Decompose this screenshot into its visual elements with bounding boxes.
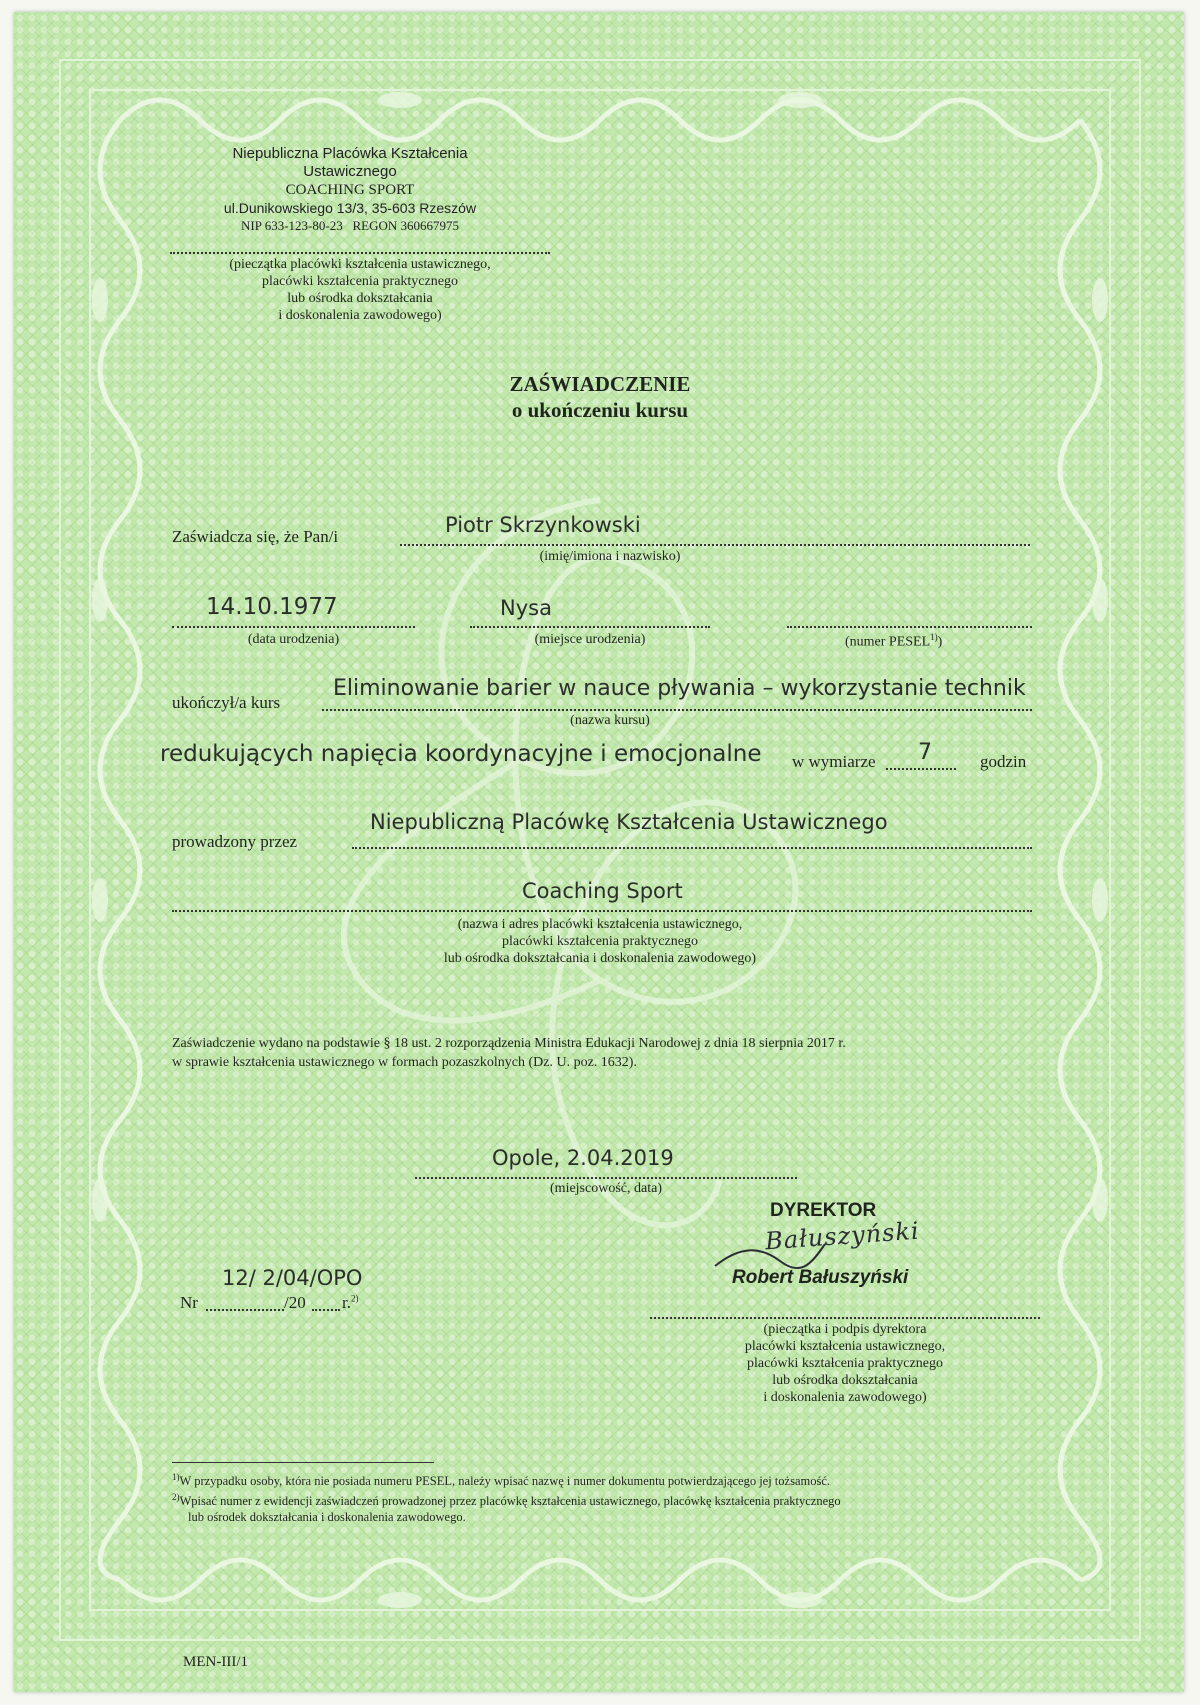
stamp-dotted-line bbox=[170, 252, 550, 254]
pesel-caption-text: (numer PESEL bbox=[845, 634, 931, 650]
birth-date-caption: (data urodzenia) bbox=[247, 632, 340, 647]
director-caption-line: lub ośrodka dokształcania bbox=[772, 1373, 918, 1388]
stamp-caption-line: i doskonalenia zawodowego) bbox=[278, 308, 442, 323]
director-title: DYREKTOR bbox=[770, 1200, 877, 1221]
hours-unit: godzin bbox=[980, 752, 1027, 771]
place-date-dotted-line bbox=[415, 1177, 797, 1179]
director-caption-line: (pieczątka i podpis dyrektora bbox=[763, 1322, 927, 1337]
birth-place-caption: (miejsce urodzenia) bbox=[534, 632, 646, 647]
stamp-address: ul.Dunikowskiego 13/3, 35-603 Rzeszów bbox=[223, 200, 477, 216]
document-title: ZAŚWIADCZENIE bbox=[509, 372, 691, 396]
organizer-dotted-line-2 bbox=[172, 910, 1032, 912]
stamp-name-line1: Niepubliczna Placówka Kształcenia bbox=[232, 145, 468, 162]
stamp-caption-line: (pieczątka placówki kształcenia ustawicznego, bbox=[229, 257, 491, 272]
director-caption-line: i doskonalenia zawodowego) bbox=[763, 1390, 927, 1405]
director-caption-line: placówki kształcenia praktycznego bbox=[747, 1356, 943, 1371]
footnote-mark: 1) bbox=[172, 1472, 180, 1482]
name-value: Piotr Skrzynkowski bbox=[445, 513, 641, 537]
organizer-caption-line: lub ośrodka dokształcania i doskonalenia zawodowego) bbox=[443, 951, 757, 966]
pesel-dotted-line bbox=[787, 626, 1032, 628]
birth-date-value: 14.10.1977 bbox=[206, 594, 338, 620]
number-year-suffix bbox=[342, 1293, 358, 1313]
stamp-caption-line: lub ośrodka dokształcania bbox=[287, 291, 433, 306]
footnote-2-cont bbox=[172, 1509, 1052, 1525]
number-year-prefix: /20 bbox=[284, 1293, 306, 1312]
stamp-name-line3: COACHING SPORT bbox=[285, 182, 415, 198]
number-year-dotted-line bbox=[312, 1309, 340, 1311]
director-dotted-line bbox=[650, 1317, 1040, 1319]
footnote-text: W przypadku osoby, która nie posiada numeru PESEL, należy wpisać nazwę i numer dokumentu potwierdzającego jej tożsamość. bbox=[179, 1474, 831, 1489]
pesel-footnote-mark: 1) bbox=[930, 632, 938, 642]
footnote-1 bbox=[172, 1469, 1052, 1489]
stamp-name-line2: Ustawicznego bbox=[303, 163, 397, 180]
name-caption: (imię/imiona i nazwisko) bbox=[539, 549, 681, 564]
form-code: MEN-III/1 bbox=[183, 1654, 248, 1670]
course-dotted-line bbox=[322, 709, 1032, 711]
footnote-mark: 2) bbox=[172, 1492, 180, 1503]
place-date-caption: (miejscowość, data) bbox=[550, 1181, 662, 1196]
stamp-ids: NIP 633-123-80-23 REGON 360667975 bbox=[241, 218, 459, 233]
organizer-value-line1: Niepubliczną Placówkę Kształcenia Ustawicznego bbox=[370, 810, 888, 834]
organizer-dotted-line bbox=[352, 847, 1032, 849]
organizer-label: prowadzony przez bbox=[172, 832, 298, 851]
stamp-caption bbox=[150, 256, 570, 324]
legal-basis-line: Zaświadczenie wydano na podstawie § 18 ust. 2 rozporządzenia Ministra Edukacji Narodowej z dnia 18 sierpnia 2017 r. bbox=[172, 1036, 846, 1051]
director-caption-line: placówki kształcenia ustawicznego, bbox=[744, 1339, 946, 1354]
director-caption bbox=[650, 1321, 1040, 1406]
course-value-line1: Eliminowanie barier w nauce pływania – wykorzystanie technik bbox=[333, 676, 1026, 701]
number-dotted-line bbox=[206, 1309, 284, 1311]
number-label: Nr bbox=[180, 1293, 198, 1312]
certifies-label: Zaświadcza się, że Pan/i bbox=[172, 527, 339, 546]
stamp-caption-line: placówki kształcenia praktycznego bbox=[262, 274, 458, 289]
organizer-value-line2: Coaching Sport bbox=[522, 879, 683, 903]
number-footnote-mark: 2) bbox=[350, 1293, 359, 1304]
legal-basis bbox=[172, 1034, 1052, 1072]
director-signature: Bałuszyński bbox=[764, 1216, 921, 1256]
footnote-text: Wpisać numer z ewidencji zaświadczeń prowadzonej przez placówkę kształcenia ustawicznego, placówkę kształcenia praktycznego bbox=[179, 1494, 841, 1509]
hours-value: 7 bbox=[918, 740, 932, 765]
birth-date-dotted-line bbox=[172, 626, 415, 628]
birth-place-dotted-line bbox=[470, 626, 710, 628]
number-year-suffix-text: r. bbox=[342, 1293, 351, 1312]
name-dotted-line bbox=[400, 544, 1030, 546]
footnote-2 bbox=[172, 1489, 1052, 1509]
organizer-caption-line: (nazwa i adres placówki kształcenia ustawicznego, bbox=[457, 917, 743, 932]
hours-dotted-line bbox=[886, 768, 956, 770]
birth-place-value: Nysa bbox=[500, 596, 552, 620]
footnotes bbox=[172, 1469, 1052, 1525]
document-subtitle: o ukończeniu kursu bbox=[511, 398, 689, 422]
footnote-separator bbox=[172, 1462, 434, 1463]
pesel-caption bbox=[845, 632, 942, 651]
completed-label: ukończył/a kurs bbox=[172, 693, 281, 712]
hours-label: w wymiarze bbox=[792, 752, 876, 771]
institution-stamp bbox=[190, 145, 510, 235]
number-value: 12/ 2/04/OPO bbox=[222, 1266, 363, 1290]
director-name: Robert Bałuszyński bbox=[732, 1267, 909, 1288]
pesel-caption-close: ) bbox=[937, 634, 943, 650]
legal-basis-line: w sprawie kształcenia ustawicznego w formach pozaszkolnych (Dz. U. poz. 1632). bbox=[172, 1055, 637, 1070]
organizer-caption-line: placówki kształcenia praktycznego bbox=[502, 934, 698, 949]
organizer-caption bbox=[300, 916, 900, 967]
course-value-line2: redukujących napięcia koordynacyjne i emocjonalne bbox=[160, 741, 762, 767]
course-caption: (nazwa kursu) bbox=[570, 713, 650, 728]
footnote-text: lub ośrodek dokształcania i doskonalenia zawodowego. bbox=[188, 1510, 466, 1525]
place-date-value: Opole, 2.04.2019 bbox=[492, 1146, 674, 1170]
